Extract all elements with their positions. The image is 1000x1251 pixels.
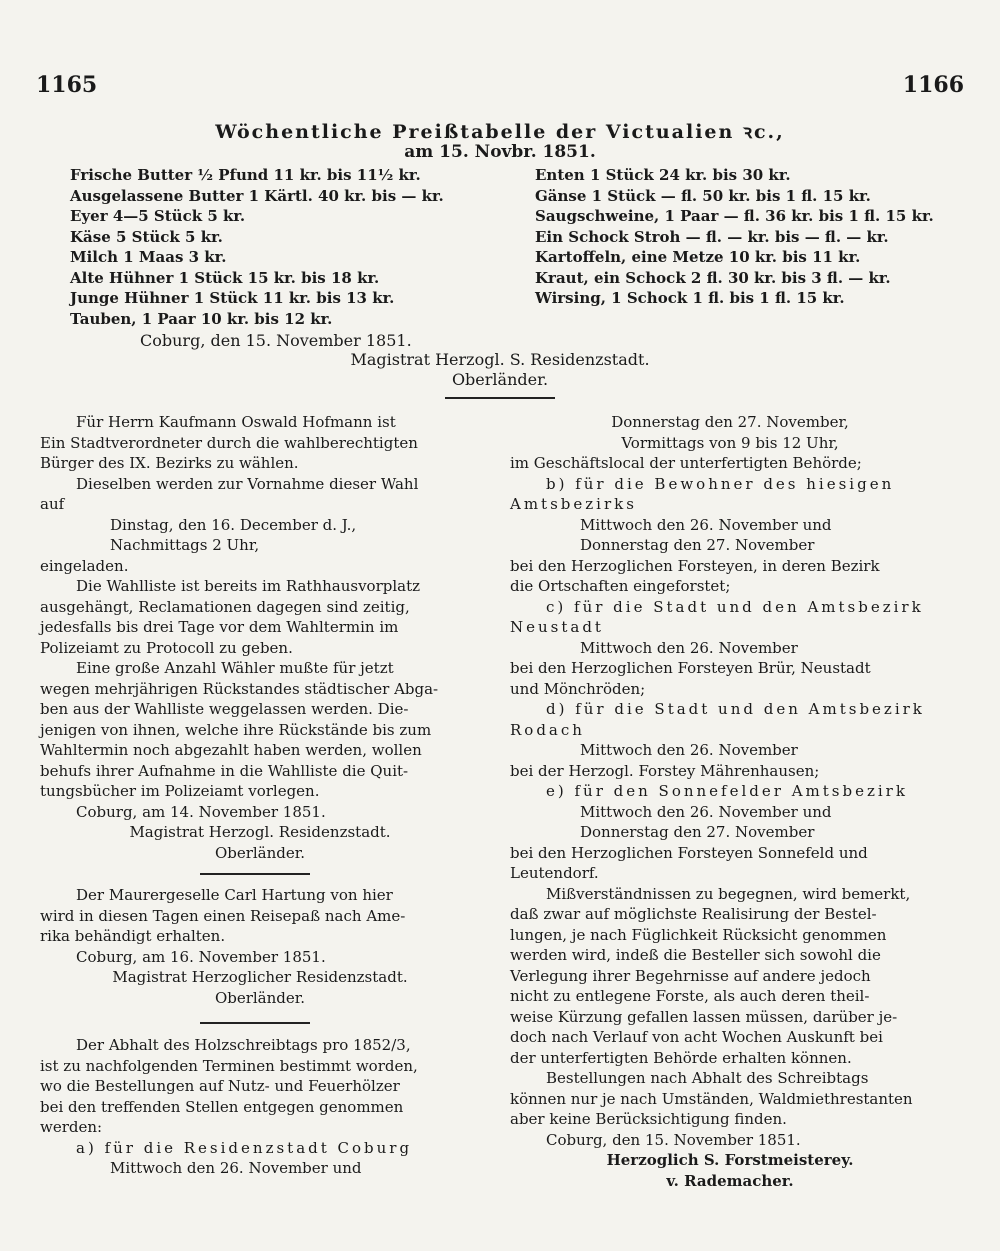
text-line: und Mönchröden; [510, 679, 646, 698]
price-item: Gänse 1 Stück — fl. 50 kr. bis 1 fl. 15 kr. [535, 186, 871, 205]
price-item: Ausgelassene Butter 1 Kärtl. 40 kr. bis — kr. [70, 186, 444, 205]
text-line: die Ortschaften eingeforstet; [510, 577, 731, 595]
price-authority: Magistrat Herzogl. S. Residenzstadt. [350, 350, 650, 369]
price-item: Junge Hühner 1 Stück 11 kr. bis 13 kr. [70, 289, 395, 307]
text-line: Donnerstag den 27. November [580, 536, 815, 554]
text-line: Nachmittags 2 Uhr, [110, 536, 260, 554]
text-line: Mittwoch den 26. November und [110, 1159, 362, 1177]
text-line: v. Rademacher. [666, 1171, 794, 1190]
text-line: Rodach [510, 720, 585, 739]
text-line: aber keine Berücksichtigung finden. [510, 1110, 787, 1128]
text-line: tungsbücher im Polizeiamt vorlegen. [40, 782, 320, 800]
text-line: Die Wahlliste ist bereits im Rathhausvorplatz [76, 577, 421, 595]
text-line: Neustadt [510, 618, 604, 636]
text-line: Leutendorf. [510, 864, 599, 882]
price-item: Alte Hühner 1 Stück 15 kr. bis 18 kr. [70, 268, 380, 287]
text-line: rika behändigt erhalten. [40, 927, 226, 945]
price-item: Wirsing, 1 Schock 1 fl. bis 1 fl. 15 kr. [535, 289, 845, 307]
text-line: behufs ihrer Aufnahme in die Wahlliste die Quit- [40, 761, 409, 780]
text-line: Oberländer. [214, 988, 306, 1007]
price-item: Tauben, 1 Paar 10 kr. bis 12 kr. [70, 309, 333, 328]
left-column [40, 1035, 480, 1179]
left-column [40, 412, 480, 863]
text-line: werden wird, indeß die Besteller sich sowohl die [510, 946, 881, 964]
text-line: c) für die Stadt und den Amtsbezirk [546, 597, 924, 616]
text-line: eingeladen. [40, 556, 129, 575]
text-line: Herzoglich S. Forstmeisterey. [606, 1151, 854, 1169]
price-item: Ein Schock Stroh — fl. — kr. bis — fl. — kr. [535, 227, 889, 246]
text-line: lungen, je nach Füglichkeit Rücksicht genommen [510, 925, 887, 944]
text-line: bei den Herzoglichen Forsteyen Sonnefeld und [510, 843, 868, 862]
text-line: Wahltermin noch abgezahlt haben werden, wollen [40, 741, 422, 759]
price-item: Kartoffeln, eine Metze 10 kr. bis 11 kr. [535, 248, 861, 266]
text-line: Dieselben werden zur Vornahme dieser Wahl [76, 474, 419, 493]
text-line: ben aus der Wahlliste weggelassen werden. Die- [40, 700, 409, 718]
text-line: Bürger des IX. Bezirks zu wählen. [40, 454, 299, 472]
price-item: Kraut, ein Schock 2 fl. 30 kr. bis 3 fl. — kr. [535, 268, 891, 287]
text-line: jedesfalls bis drei Tage vor dem Wahltermin im [40, 618, 399, 636]
text-line: Der Maurergeselle Carl Hartung von hier [76, 886, 393, 904]
text-line: bei den Herzoglichen Forsteyen, in deren Bezirk [510, 556, 880, 575]
page-number-left: 1165 [36, 72, 98, 98]
text-line: Magistrat Herzoglicher Residenzstadt. [112, 968, 408, 986]
text-line: d) für die Stadt und den Amtsbezirk [546, 700, 925, 718]
section-divider [445, 397, 555, 399]
text-line: Für Herrn Kaufmann Oswald Hofmann ist [76, 413, 396, 431]
text-line: Vormittags von 9 bis 12 Uhr, [621, 433, 839, 452]
text-line: Dinstag, den 16. December d. J., [110, 515, 357, 534]
text-line: Coburg, am 14. November 1851. [76, 802, 326, 821]
price-item: Milch 1 Maas 3 kr. [70, 248, 227, 266]
text-line: bei den Herzoglichen Forsteyen Brür, Neustadt [510, 659, 871, 677]
text-line: a) für die Residenzstadt Coburg [76, 1138, 413, 1157]
text-line: Ein Stadtverordneter durch die wahlberechtigten [40, 433, 418, 452]
text-line: doch nach Verlauf von acht Wochen Auskunft bei [510, 1028, 883, 1046]
text-line: weise Kürzung gefallen lassen müssen, darüber je- [510, 1007, 898, 1026]
text-line: wo die Bestellungen auf Nutz- und Feuerhölzer [40, 1077, 400, 1095]
text-line: werden: [40, 1118, 103, 1136]
price-place-date: Coburg, den 15. November 1851. [140, 331, 412, 350]
price-list-left [70, 165, 444, 329]
text-line: ausgehängt, Reclamationen dagegen sind zeitig, [40, 597, 410, 616]
text-line: jenigen von ihnen, welche ihre Rückstände bis zum [40, 720, 432, 739]
text-line: Mittwoch den 26. November und [580, 802, 832, 821]
text-line: Magistrat Herzogl. Residenzstadt. [129, 823, 391, 841]
text-line: Eine große Anzahl Wähler mußte für jetzt [76, 659, 394, 677]
text-line: der unterfertigten Behörde erhalten können. [510, 1048, 852, 1067]
price-signer: Oberländer. [451, 370, 549, 389]
text-line: bei der Herzogl. Forstey Mährenhausen; [510, 761, 820, 780]
text-line: Oberländer. [214, 843, 306, 862]
price-item: Saugschweine, 1 Paar — fl. 36 kr. bis 1 fl. 15 kr. [535, 207, 934, 225]
text-line: b) für die Bewohner des hiesigen [546, 474, 895, 493]
price-item: Frische Butter ½ Pfund 11 kr. bis 11½ kr. [70, 166, 421, 184]
text-line: Donnerstag den 27. November, [611, 413, 849, 431]
text-line: daß zwar auf möglichste Realisirung der Bestel- [510, 905, 877, 923]
page-number-right: 1166 [902, 72, 964, 98]
text-line: Donnerstag den 27. November [580, 823, 815, 841]
price-item: Enten 1 Stück 24 kr. bis 30 kr. [535, 166, 791, 184]
text-line: ist zu nachfolgenden Terminen bestimmt worden, [40, 1056, 418, 1075]
section-divider [200, 873, 310, 875]
text-line: Amtsbezirks [510, 495, 637, 513]
text-line: nicht zu entlegene Forste, als auch deren theil- [510, 987, 870, 1005]
price-item: Eyer 4—5 Stück 5 kr. [70, 207, 246, 225]
price-list-right [535, 165, 934, 309]
text-line: auf [40, 495, 65, 513]
text-line: im Geschäftslocal der unterfertigten Behörde; [510, 454, 862, 472]
left-column [40, 885, 480, 1008]
price-table-title: Wöchentliche Preißtabelle der Victualien ꝛc., [215, 121, 785, 143]
text-line: können nur je nach Umständen, Waldmiethrestanten [510, 1089, 913, 1108]
text-line: e) für den Sonnefelder Amtsbezirk [546, 782, 908, 800]
text-line: Mittwoch den 26. November [580, 638, 798, 657]
section-divider [200, 1022, 310, 1024]
text-line: Polizeiamt zu Protocoll zu geben. [40, 638, 293, 657]
text-line: Mittwoch den 26. November und [580, 515, 832, 534]
text-line: Coburg, den 15. November 1851. [546, 1130, 801, 1149]
price-item: Käse 5 Stück 5 kr. [70, 227, 223, 246]
text-line: Mittwoch den 26. November [580, 741, 798, 759]
text-line: Bestellungen nach Abhalt des Schreibtags [546, 1069, 869, 1087]
text-line: Verlegung ihrer Begehrnisse auf andere jedoch [510, 966, 871, 985]
text-line: Mißverständnissen zu begegnen, wird bemerkt, [546, 884, 911, 903]
text-line: Coburg, am 16. November 1851. [76, 947, 326, 966]
price-table-date: am 15. Novbr. 1851. [404, 142, 596, 162]
text-line: wegen mehrjährigen Rückstandes städtischer Abga- [40, 679, 439, 698]
text-line: wird in diesen Tagen einen Reisepaß nach Ame- [40, 906, 406, 925]
right-column [510, 412, 950, 1191]
text-line: Der Abhalt des Holzschreibtags pro 1852/3, [76, 1036, 411, 1054]
text-line: bei den treffenden Stellen entgegen genommen [40, 1097, 404, 1116]
